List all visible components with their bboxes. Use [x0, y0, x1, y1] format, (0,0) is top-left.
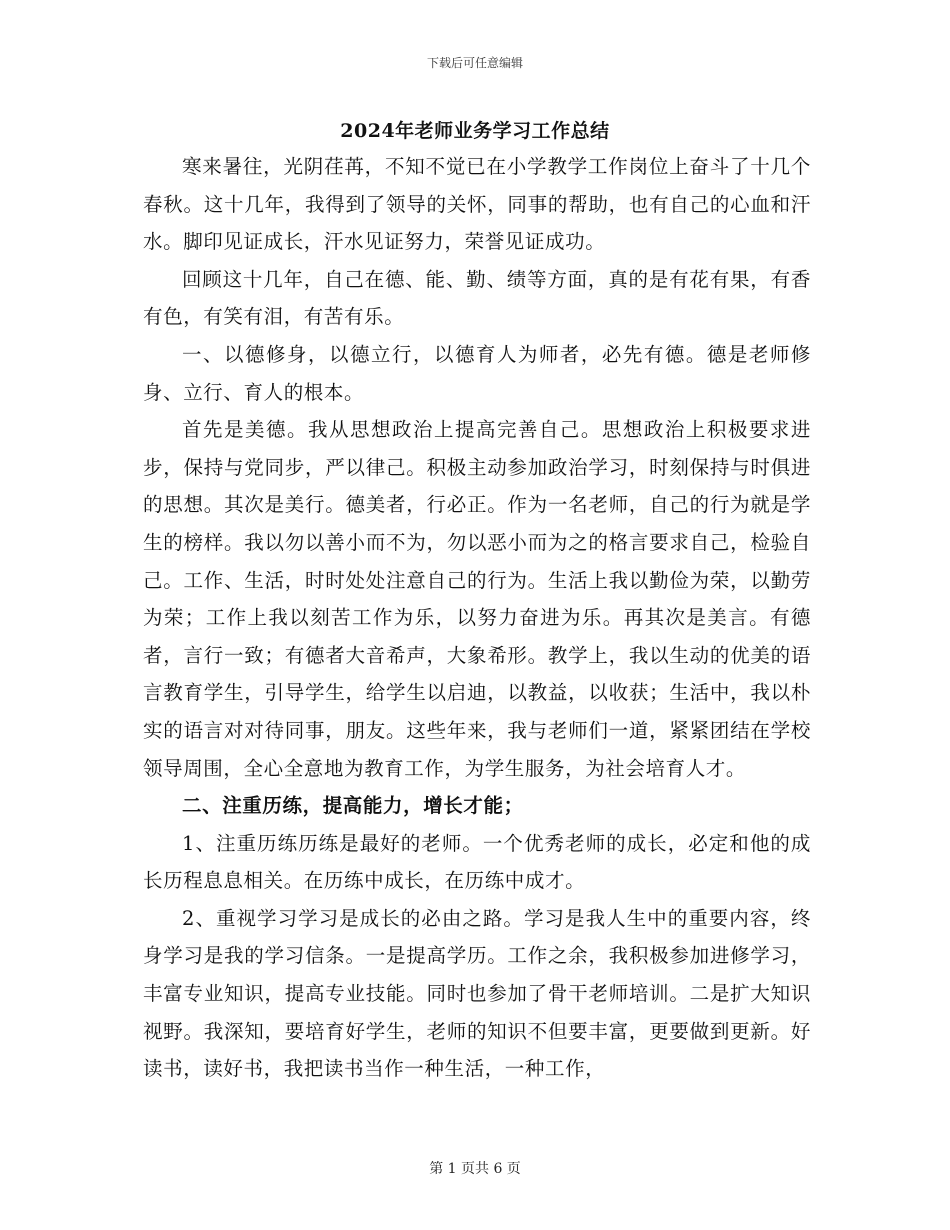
paragraph-practice: 1、注重历练历练是最好的老师。一个优秀老师的成长，必定和他的成长历程息息相关。在历练中成长，在历练中成才。 — [143, 831, 811, 893]
paragraph-virtue: 首先是美德。我从思想政治上提高完善自己。思想政治上积极要求进步，保持与党同步，严以律己。积极主动参加政治学习，时刻保持与时俱进的思想。其次是美行。德美者，行必正。作为一名老师，自己的行为就是学生的榜样。我以勿以善小而不为，勿以恶小而为之的格言要求自己，检验自己。工作、生活，时时处处注意自己的行为。生活上我以勤俭为荣，以勤劳为荣；工作上我以刻苦工作为乐，以努力奋进为乐。再其次是美言。有德者，言行一致；有德者大音希声，大象希形。教学上，我以生动的优美的语言教育学生，引导学生，给学生以启迪，以教益，以收获；生活中，我以朴实的语言对对待同事，朋友。这些年来，我与老师们一道，紧紧团结在学校领导周围，全心全意地为教育工作，为学生服务，为社会培育人才。 — [143, 418, 811, 780]
paragraph-review: 回顾这十几年，自己在德、能、勤、绩等方面，真的是有花有果，有香有色，有笑有泪，有苦有乐。 — [143, 267, 811, 329]
document-title: 2024年老师业务学习工作总结 — [340, 120, 610, 142]
paragraph-intro: 寒来暑往，光阴荏苒，不知不觉已在小学教学工作岗位上奋斗了十几个春秋。这十几年，我得到了领导的关怀，同事的帮助，也有自己的心血和汗水。脚印见证成长，汗水见证努力，荣誉见证成功。 — [143, 155, 811, 254]
paragraph-section-one: 一、以德修身，以德立行，以德育人为师者，必先有德。德是老师修身、立行、育人的根本。 — [143, 342, 811, 404]
section-heading-two: 二、注重历练，提高能力，增长才能； — [182, 794, 524, 818]
document-body — [143, 148, 811, 1088]
page-number: 第 1 页共 6 页 — [429, 1161, 521, 1177]
paragraph-study: 2、重视学习学习是成长的必由之路。学习是我人生中的重要内容，终身学习是我的学习信条。一是提高学历。工作之余，我积极参加进修学习，丰富专业知识，提高专业技能。同时也参加了骨干老师培训。二是扩大知识视野。我深知，要培育好学生，老师的知识不但要丰富，更要做到更新。好读书，读好书，我把读书当作一种生活，一种工作， — [143, 906, 811, 1081]
header-note: 下载后可任意编辑 — [426, 56, 523, 70]
